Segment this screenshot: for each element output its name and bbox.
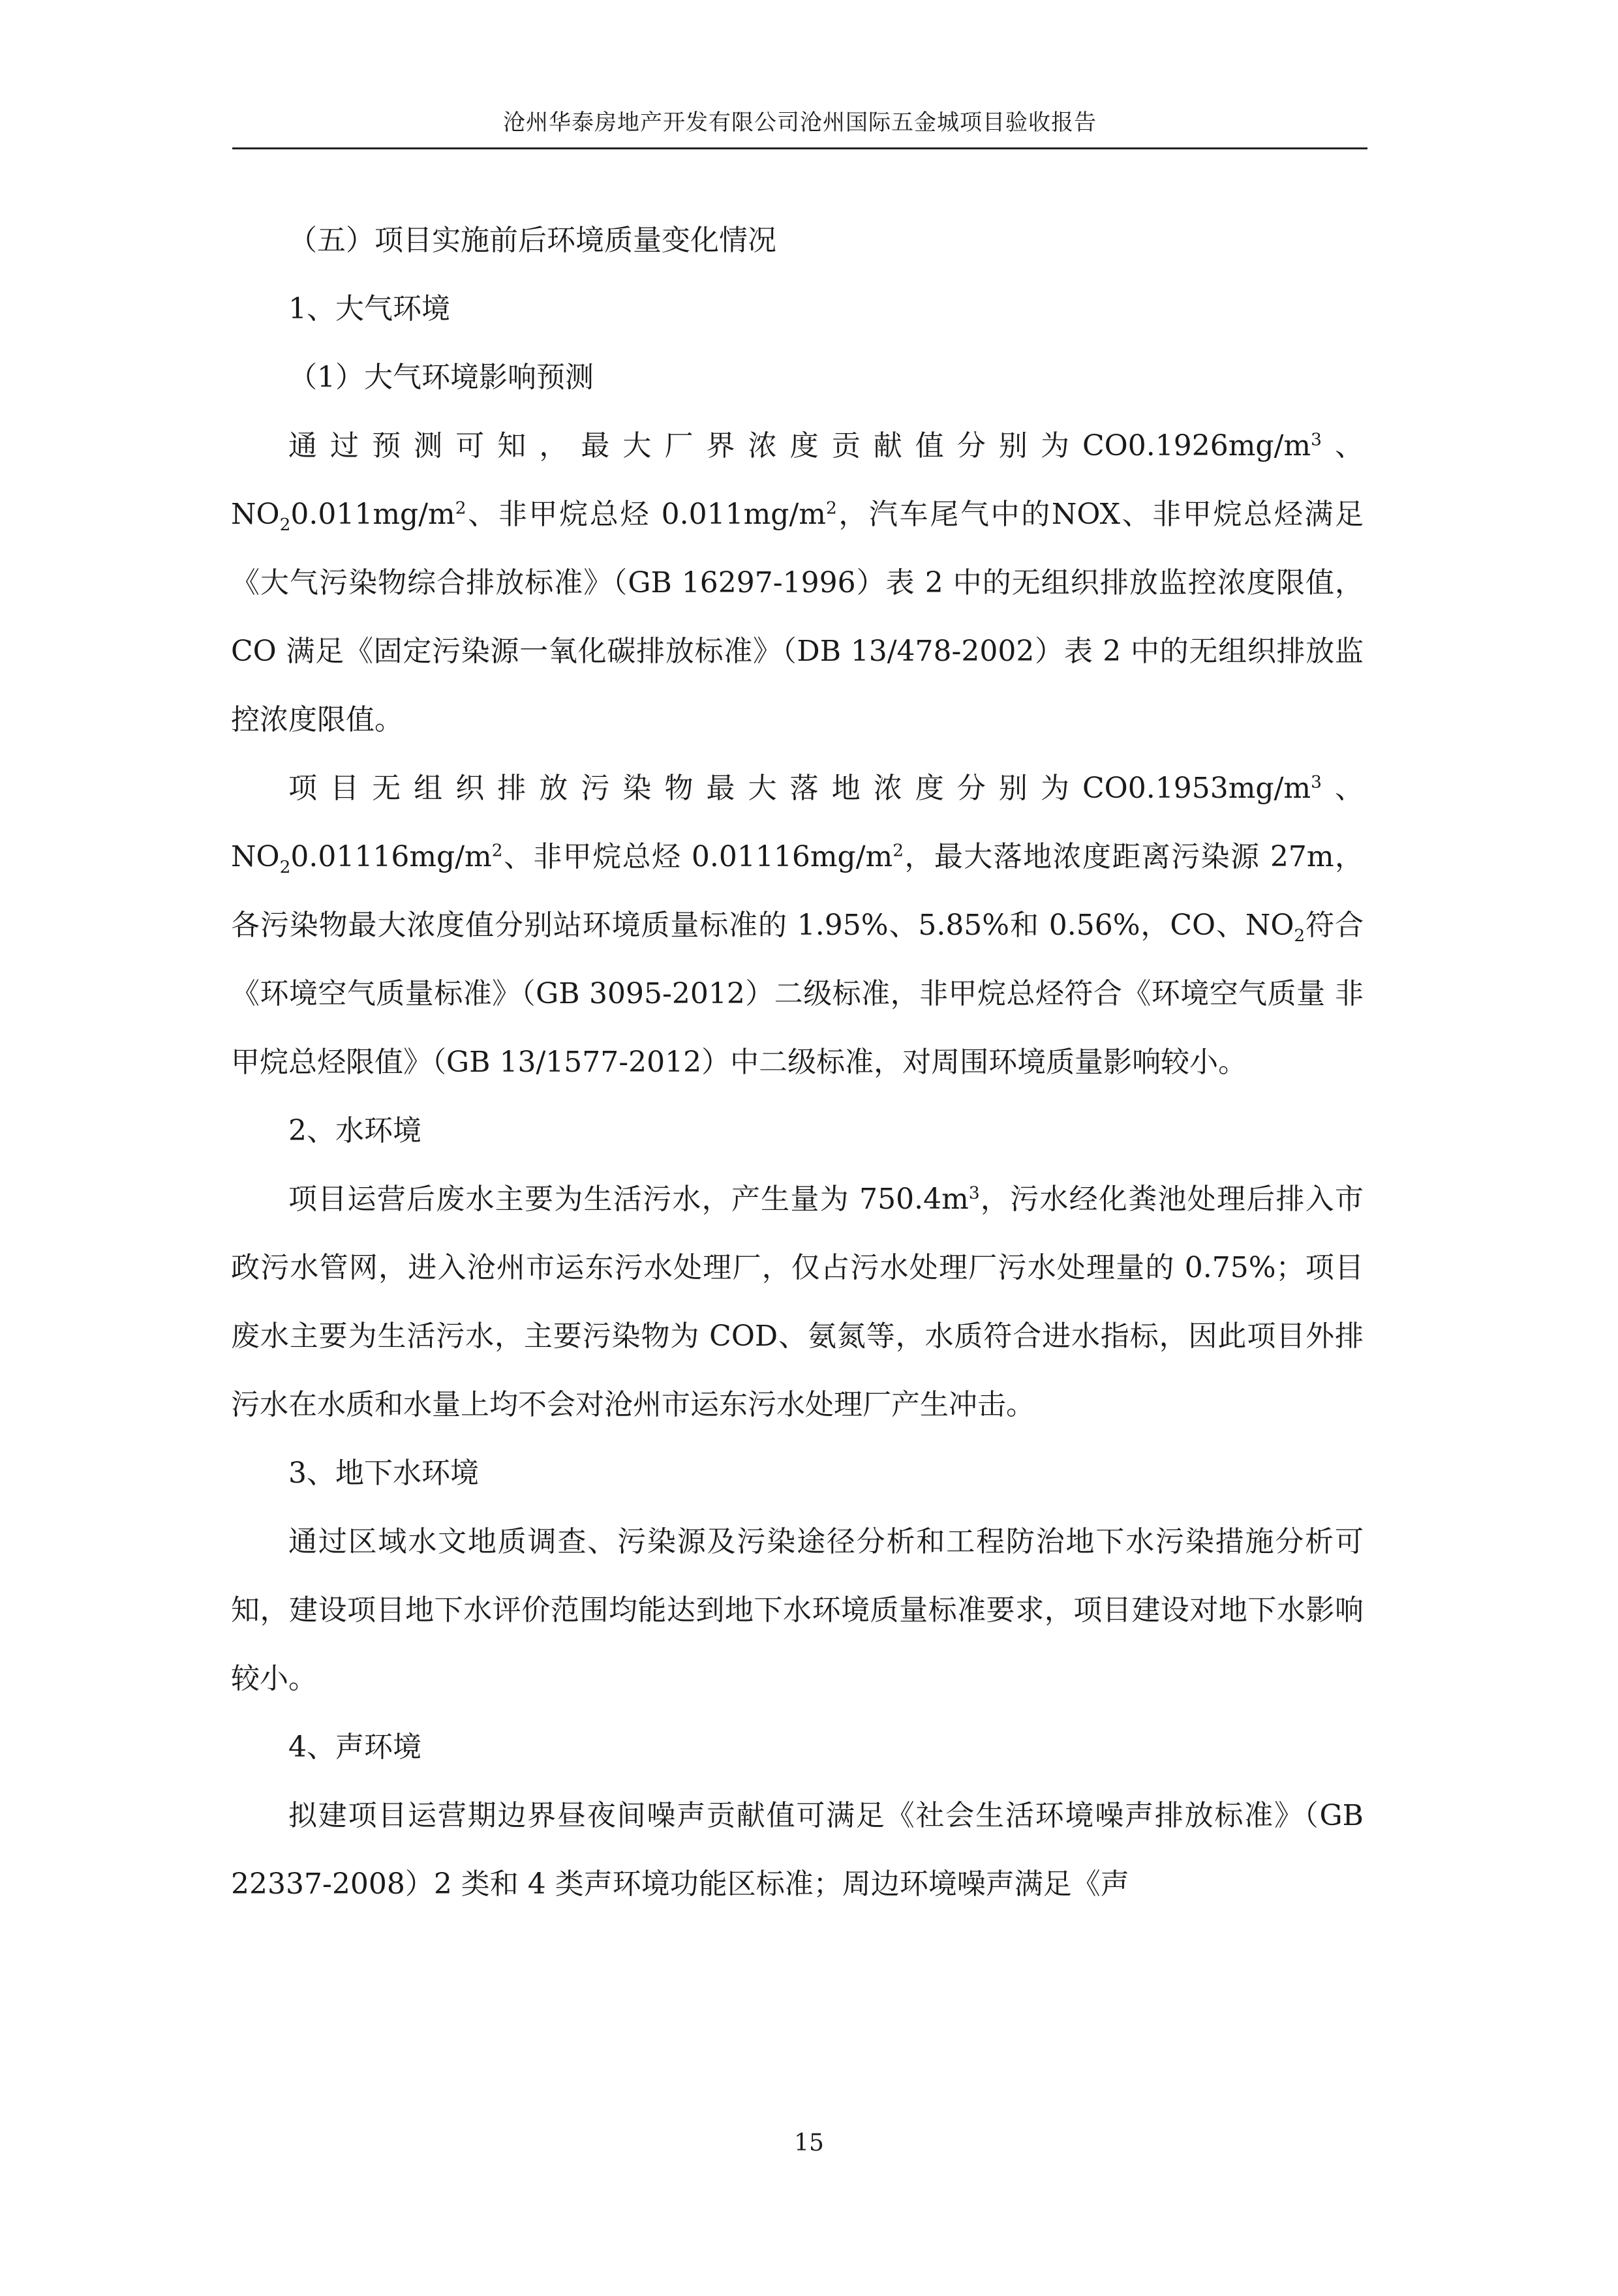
header-rule xyxy=(232,147,1367,149)
air-impact-prediction-heading: （1）大气环境影响预测 xyxy=(288,361,594,394)
groundwater-environment-paragraph: 通过区域水文地质调查、污染源及污染途径分析和工程防治地下水污染措施分析可知，建设项目地下水评价范围均能达到地下水环境质量标准要求，项目建设对地下水影响较小。 xyxy=(231,1525,1364,1695)
section-title: （五）项目实施前后环境质量变化情况 xyxy=(288,224,776,257)
groundwater-environment-heading: 3、地下水环境 xyxy=(288,1457,479,1490)
water-environment-heading: 2、水环境 xyxy=(288,1114,421,1147)
water-environment-paragraph: 项目运营后废水主要为生活污水，产生量为 $750.4m^3$，污水经化粪池处理后排入市政污水管网，进入沧州市运东污水处理厂，仅占污水处理厂污水处理量的 0.75%；项目废水主要为生活污水，主要污染物为 COD、氨氮等，水质符合进水指标，因此项目外排污水在水质和水量上均不会对沧州市运东污水处理厂产生冲击。 xyxy=(231,1183,1364,1421)
air-environment-heading: 1、大气环境 xyxy=(288,292,450,325)
noise-environment-heading: 4、声环境 xyxy=(288,1730,421,1764)
noise-environment-paragraph: 拟建项目运营期边界昼夜间噪声贡献值可满足《社会生活环境噪声排放标准》（GB 22337-2008）2 类和 4 类声环境功能区标准；周边环境噪声满足《声 xyxy=(231,1799,1364,1901)
air-ground-concentration-paragraph: 项目无组织排放污染物最大落地浓度分别为$CO0.1953mg/m^3$、$NO_20.01116mg/m^2$、非甲烷总烃 $0.01116mg/m^2$，最大落地浓度距离污染源 27m，各污染物最大浓度值分别站环境质量标准的 1.95%、5.85%和 0.56%，CO、$NO_2$符合《环境空气质量标准》（GB 3095-2012）二级标准，非甲烷总烃符合《环境空气质量 非甲烷总烃限值》（GB 13/1577-2012）中二级标准，对周围环境质量影响较小。 xyxy=(231,772,1364,1079)
running-header: 沧州华泰房地产开发有限公司沧州国际五金城项目验收报告 xyxy=(503,110,1097,136)
page-number: 15 xyxy=(794,2130,824,2156)
air-prediction-paragraph: 通过预测可知，最大厂界浓度贡献值分别为$CO0.1926mg/m^3$、$NO_20.011mg/m^2$、非甲烷总烃 $0.011mg/m^2$，汽车尾气中的NOX、非甲烷总烃满足《大气污染物综合排放标准》（GB 16297-1996）表 2 中的无组织排放监控浓度限值，CO 满足《固定污染源一氧化碳排放标准》（DB 13/478-2002）表 2 中的无组织排放监控浓度限值。 xyxy=(231,429,1364,736)
document-body xyxy=(231,206,1364,1918)
